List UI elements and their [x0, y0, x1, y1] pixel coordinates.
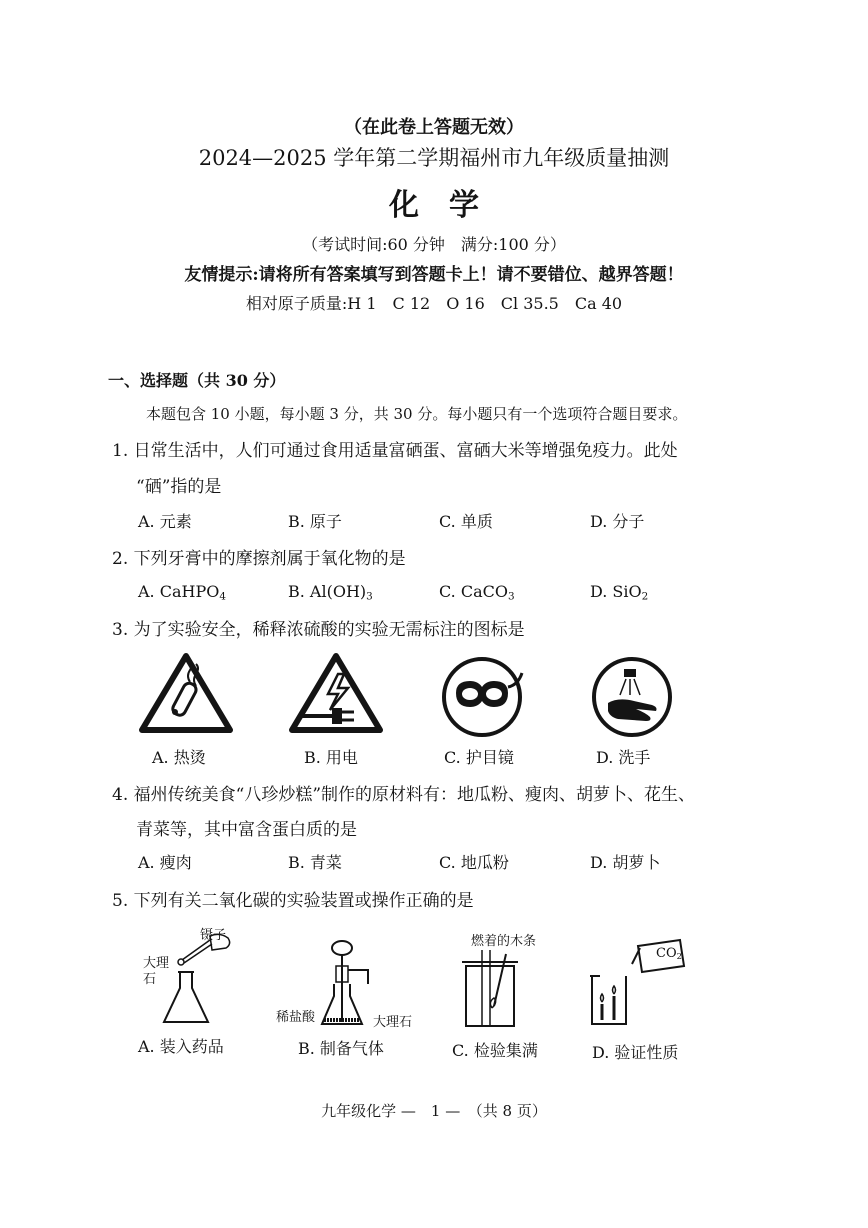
- subject-title: 化 学: [389, 188, 479, 223]
- q5-caption-a: A. 装入药品: [138, 1037, 224, 1056]
- question-3-text: 3. 为了实验安全，稀释浓硫酸的实验无需标注的图标是: [112, 620, 525, 640]
- q4-option-c: C. 地瓜粉: [439, 853, 509, 872]
- atomic-mass-list: 相对原子质量:H 1 C 12 O 16 Cl 35.5 Ca 40: [245, 294, 623, 313]
- goggles-icon: [440, 655, 524, 739]
- exam-title: 2024—2025 学年第二学期福州市九年级质量抽测: [198, 146, 670, 170]
- q5-caption-b: B. 制备气体: [298, 1039, 384, 1058]
- label-marble-a: 大理: [143, 956, 170, 971]
- label-marble-b: 大理石: [373, 1015, 413, 1030]
- q4-option-a: A. 瘦肉: [138, 853, 192, 872]
- question-2-text: 2. 下列牙膏中的摩擦剂属于氧化物的是: [112, 549, 406, 569]
- q4-option-d: D. 胡萝卜: [590, 853, 661, 872]
- section-instruction: 本题包含 10 小题，每小题 3 分，共 30 分。每小题只有一个选项符合题目要求。: [146, 405, 688, 423]
- gas-bottle-figure: [458, 946, 522, 1030]
- hand-wash-icon: [590, 655, 674, 739]
- q3-caption-c: C. 护目镜: [444, 748, 514, 767]
- q3-caption-b: B. 用电: [304, 748, 358, 767]
- q2-option-b: B. $Al(OH)_3$: [288, 582, 373, 603]
- label-marble-a-cont: 石: [143, 972, 157, 987]
- friendly-tip: 友情提示:请将所有答案填写到答题卡上！请不要错位、越界答题！: [184, 265, 684, 285]
- q4-option-b: B. 青菜: [288, 853, 342, 872]
- q2-option-c: C. CaCO$_3$: [439, 582, 515, 603]
- section-title: 一、选择题（共 30 分）: [108, 371, 286, 390]
- question-5-text: 5. 下列有关二氧化碳的实验装置或操作正确的是: [112, 891, 474, 911]
- electricity-icon: [288, 652, 384, 736]
- hot-surface-icon: [138, 652, 234, 736]
- q2-option-a: A. CaHPO$_4$: [138, 582, 226, 603]
- question-1-text-cont: “硒”指的是: [136, 477, 222, 497]
- q3-caption-d: D. 洗手: [596, 748, 651, 767]
- q1-option-c: C. 单质: [439, 512, 493, 531]
- q2-option-d: D. SiO$_2$: [590, 582, 649, 603]
- question-4-text-cont: 青菜等，其中富含蛋白质的是: [136, 820, 357, 840]
- label-burning-stick: 燃着的木条: [471, 934, 537, 949]
- q3-caption-a: A. 热烫: [152, 748, 206, 767]
- label-co2: $CO_2$: [656, 946, 682, 962]
- q1-option-b: B. 原子: [288, 512, 342, 531]
- label-dilute-acid: 稀盐酸: [276, 1010, 316, 1025]
- q1-option-a: A. 元素: [138, 512, 192, 531]
- q5-caption-c: C. 检验集满: [452, 1041, 538, 1060]
- q1-option-d: D. 分子: [590, 512, 645, 531]
- question-1-text: 1. 日常生活中，人们可通过食用适量富硒蛋、富硒大米等增强免疫力。此处: [112, 441, 678, 461]
- page-footer: 九年级化学 — 1 — （共 8 页）: [321, 1102, 547, 1120]
- question-4-text: 4. 福州传统美食“八珍炒糕”制作的原材料有：地瓜粉、瘦肉、胡萝卜、花生、: [112, 785, 696, 805]
- exam-time-info: （考试时间:60 分钟 满分:100 分）: [302, 235, 566, 254]
- invalid-note: （在此卷上答题无效）: [344, 117, 524, 138]
- label-tweezers: 镊子: [200, 928, 227, 943]
- q5-caption-d: D. 验证性质: [592, 1043, 679, 1062]
